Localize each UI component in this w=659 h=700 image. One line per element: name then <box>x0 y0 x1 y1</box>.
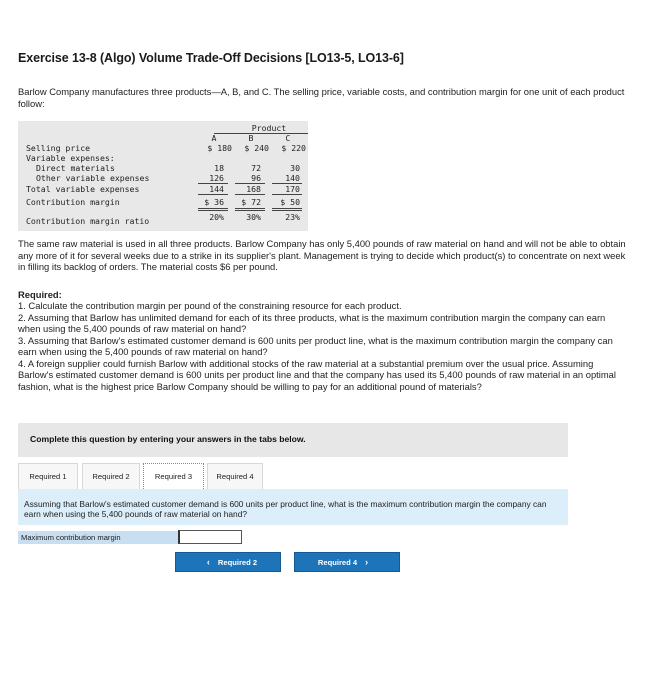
cell-a: 144 <box>209 184 224 194</box>
cell-b: 30% <box>246 212 261 222</box>
product-header: Product <box>251 123 287 133</box>
prev-button-label: Required 2 <box>217 557 258 567</box>
row-label: Contribution margin <box>26 197 120 207</box>
max-contribution-margin-input[interactable] <box>178 530 242 544</box>
row-label: Total variable expenses <box>26 184 140 194</box>
cell-a: 126 <box>209 173 224 183</box>
answer-label: Maximum contribution margin <box>18 531 178 544</box>
tab-required-2[interactable]: Required 2 <box>82 463 140 489</box>
cell-c: $ 50 <box>280 197 300 207</box>
page-title: Exercise 13-8 (Algo) Volume Trade-Off Decisions [LO13-5, LO13-6] <box>18 51 404 65</box>
tab-required-3[interactable]: Required 3 <box>143 463 204 489</box>
cell-b: 96 <box>251 173 261 183</box>
cell-c: $ 220 <box>281 143 306 153</box>
tab-required-1[interactable]: Required 1 <box>18 463 78 489</box>
required-item-1: 1. Calculate the contribution margin per pound of the constraining resource for each product. <box>18 300 402 311</box>
cell-a: 18 <box>214 163 224 173</box>
row-label: Selling price <box>26 143 91 153</box>
cell-b: $ 240 <box>244 143 269 153</box>
problem-paragraph: The same raw material is used in all three products. Barlow Company has only 5,400 pounds of raw material on hand and will not be able to obtain any more of it for several weeks due to a strike in its supplier's plant. Management is trying to decide which product(s) to concentrate on next week in filling its backlog of orders. The material costs $6 per pound. <box>18 238 626 272</box>
cell-a: $ 180 <box>207 143 232 153</box>
cell-a: 20% <box>209 212 224 222</box>
required-item-4: 4. A foreign supplier could furnish Barlow with additional stocks of the raw material at a substantial premium over the usual price. Assuming Barlow's estimated customer demand is 600 units per product line and that the company has used its 5,400 pounds of raw material in an optimal fashion, what is the highest price Barlow Company should be willing to pay for an additional pound of materials? <box>18 357 616 392</box>
question-text: Assuming that Barlow's estimated customer demand is 600 units per product line, what is the maximum contribution margin the company can earn when using the 5,400 pounds of raw material on hand? <box>24 499 547 519</box>
row-label: Variable expenses: <box>26 153 115 163</box>
required-item-3: 3. Assuming that Barlow's estimated customer demand is 600 units per product line, what is the maximum contribution margin the company can earn when using the 5,400 pounds of raw material on hand? <box>18 334 613 357</box>
required-heading: Required: <box>18 289 62 300</box>
next-required-4-button[interactable] <box>294 552 400 572</box>
next-button-label: Required 4 <box>317 557 358 567</box>
cell-b: 168 <box>246 184 261 194</box>
cell-a: $ 36 <box>204 197 224 207</box>
tab-required-4[interactable]: Required 4 <box>207 463 263 489</box>
col-a-header: A <box>211 133 217 143</box>
chevron-right-icon: › <box>365 557 369 567</box>
col-c-header: C <box>285 133 291 143</box>
instructions-text: Complete this question by entering your answers in the tabs below. <box>30 434 306 444</box>
instructions-banner <box>18 423 568 457</box>
cell-c: 23% <box>285 212 300 222</box>
row-label: Direct materials <box>36 163 115 173</box>
cell-c: 170 <box>285 184 300 194</box>
cell-b: 72 <box>251 163 261 173</box>
required-item-2: 2. Assuming that Barlow has unlimited demand for each of its three products, what is the maximum contribution margin the company can earn when using the 5,400 pounds of raw material on hand? <box>18 311 606 334</box>
cell-c: 140 <box>285 173 300 183</box>
chevron-left-icon: ‹ <box>206 557 210 567</box>
question-box <box>18 489 568 525</box>
row-label: Contribution margin ratio <box>26 216 150 226</box>
required-list <box>18 300 628 392</box>
prev-required-2-button[interactable] <box>175 552 281 572</box>
intro-text: Barlow Company manufactures three products—A, B, and C. The selling price, variable costs, and contribution margin for one unit of each product follow: <box>18 86 625 109</box>
cell-c: 30 <box>290 163 300 173</box>
row-label: Other variable expenses <box>36 173 150 183</box>
product-table <box>18 121 308 231</box>
cell-b: $ 72 <box>241 197 261 207</box>
col-b-header: B <box>248 133 254 143</box>
